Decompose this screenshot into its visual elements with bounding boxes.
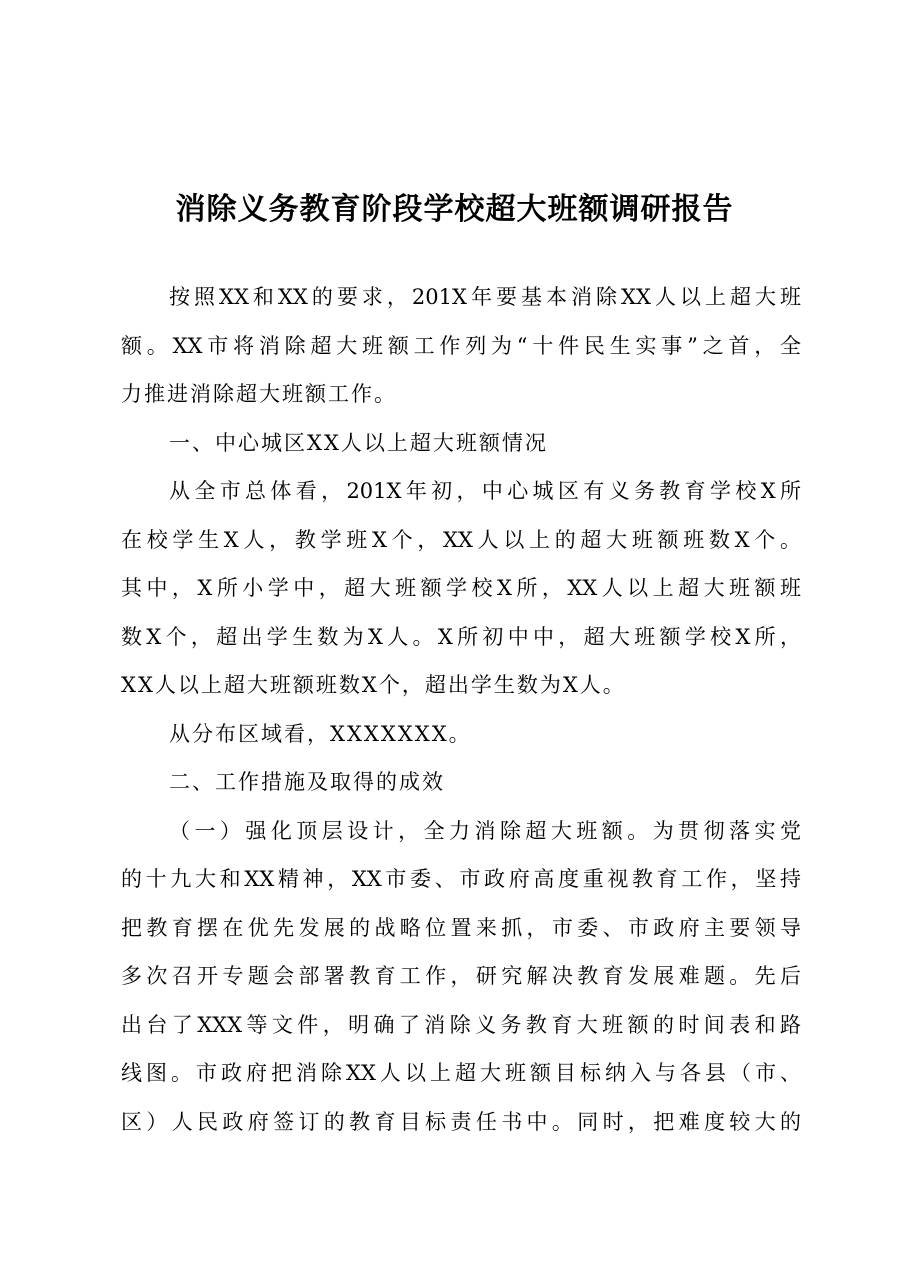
body-line [121,375,801,424]
body-line [121,521,801,570]
body-line [121,618,801,667]
body-line-text: 按照XX和XX的要求，201X年要基本消除XX人以上超大班 [169,285,801,309]
body-line-text: 多次召开专题会部署教育工作，研究解决教育发展难题。先后 [121,964,801,988]
body-line [121,327,801,376]
body-line-text: （一）强化顶层设计，全力消除超大班额。为贯彻落实党 [169,818,801,843]
body-line [121,763,801,812]
body-line [121,812,801,861]
body-line-text: 在校学生X人，教学班X个，XX人以上的超大班额班数X个。 [121,527,801,552]
body-line-text: 出台了XXX等文件，明确了消除义务教育大班额的时间表和路 [121,1012,801,1037]
document-title: 消除义务教育阶段学校超大班额调研报告 [175,192,734,227]
body-line-text: XX人以上超大班额班数X个，超出学生数为X人。 [121,673,626,697]
body-line-text: 把教育摆在优先发展的战略位置来抓，市委、市政府主要领导 [121,915,801,940]
body-line [121,1006,801,1055]
body-line-text: 力推进消除超大班额工作。 [121,382,397,406]
body-line [121,278,801,327]
body-line-text: 区）人民政府签订的教育目标责任书中。同时，把难度较大的 [121,1109,801,1134]
body-line-text: 的十九大和XX精神，XX市委、市政府高度重视教育工作，坚持 [121,867,801,891]
body-line [121,472,801,521]
body-line [121,715,801,764]
body-line-text: 从全市总体看，201X年初，中心城区有义务教育学校X所 [169,479,801,503]
body-line-text: 其中，X所小学中，超大班额学校X所，XX人以上超大班额班 [121,576,801,600]
body-line [121,1054,801,1103]
body-line [121,424,801,473]
document-body [121,278,801,1151]
body-line [121,666,801,715]
body-line-text: 额。XX市将消除超大班额工作列为“十件民生实事”之首，全 [121,333,801,358]
body-line-text: 线图。市政府把消除XX人以上超大班额目标纳入与各县（市、 [121,1061,801,1085]
body-line [121,1103,801,1152]
body-line-text: 一、中心城区XX人以上超大班额情况 [169,430,548,455]
body-line [121,957,801,1006]
body-line [121,569,801,618]
body-line-text: 从分布区域看，XXXXXXX。 [169,721,472,746]
body-line [121,860,801,909]
body-line-text: 二、工作措施及取得的成效 [169,770,445,794]
body-line [121,909,801,958]
body-line-text: 数X个，超出学生数为X人。X所初中中，超大班额学校X所， [121,624,801,649]
